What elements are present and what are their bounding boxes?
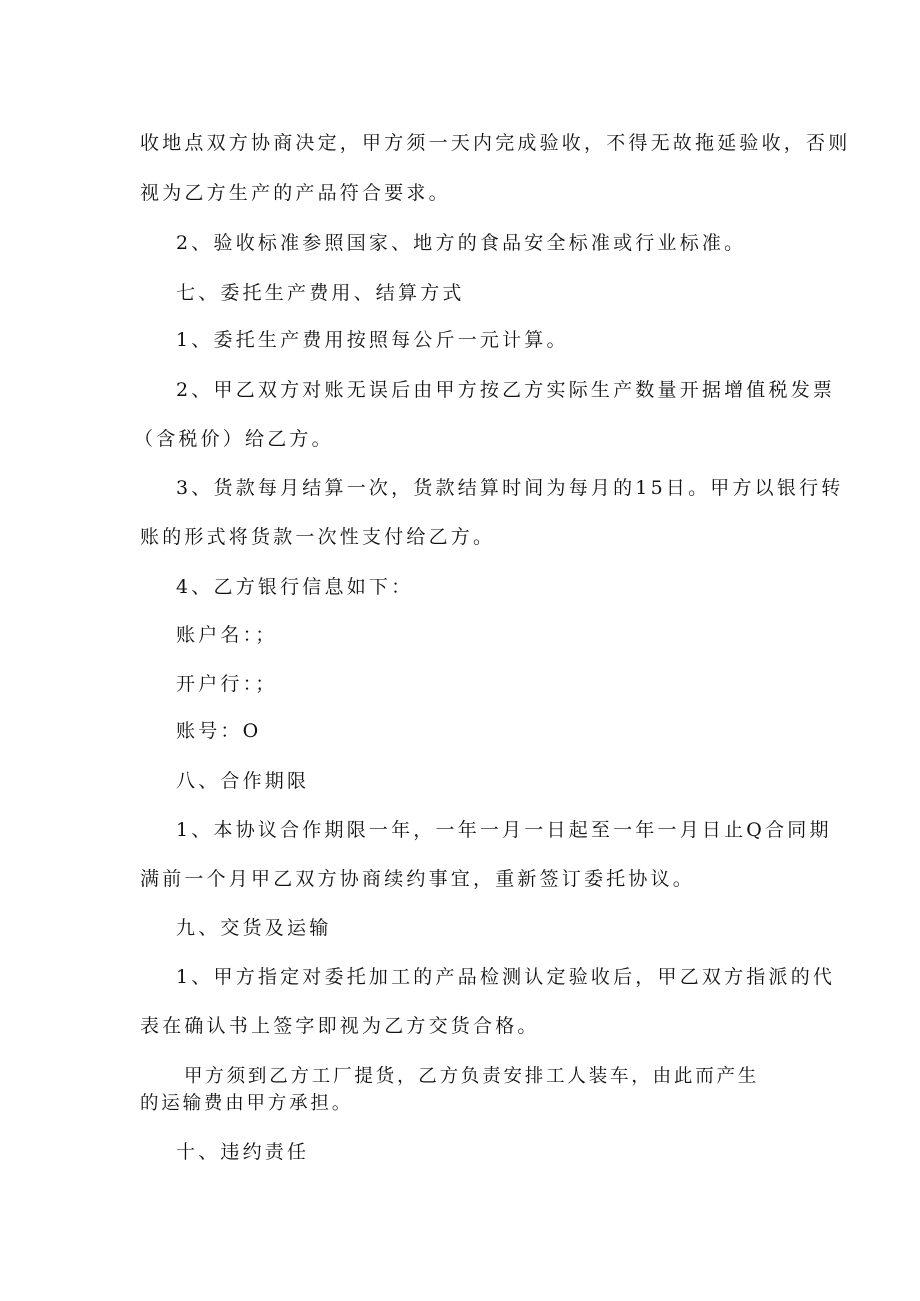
section-heading-cooperation-term: 八、合作期限 xyxy=(176,770,310,792)
text-line-bank-branch: 开户行：； xyxy=(176,673,278,695)
text-line-inspection-acceptance: 1、甲方指定对委托加工的产品检测认定验收后，甲乙双方指派的代 xyxy=(176,966,836,988)
text-line-renewal: 满前一个月甲乙双方协商续约事宜，重新签订委托协议。 xyxy=(140,868,696,890)
text-line-invoice: 2、甲乙双方对账无误后由甲方按乙方实际生产数量开据增值税发票 xyxy=(176,379,836,401)
text-line-account-number: 账号：O xyxy=(176,720,262,742)
text-line-acceptance-standard: 2、验收标准参照国家、地方的食品安全标准或行业标准。 xyxy=(176,232,747,254)
section-heading-fees-settlement: 七、委托生产费用、结算方式 xyxy=(176,282,465,304)
text-line-monthly-settlement: 3、货款每月结算一次，货款结算时间为每月的15日。甲方以银行转 xyxy=(176,477,844,499)
text-line-account-name: 账户名：； xyxy=(176,624,278,646)
text-line-term-one-year: 1、本协议合作期限一年，一年一月一日起至一年一月日止Q合同期 xyxy=(176,819,832,841)
section-heading-delivery-transport: 九、交货及运输 xyxy=(176,917,332,939)
text-line-pickup: 甲方须到乙方工厂提货，乙方负责安排工人装车，由此而产生 xyxy=(184,1066,760,1087)
text-line-acceptance-location: 收地点双方协商决定，甲方须一天内完成验收，不得无故拖延验收，否则 xyxy=(140,132,851,154)
section-heading-breach-liability: 十、违约责任 xyxy=(176,1141,310,1163)
text-line-tax-included: （含税价）给乙方。 xyxy=(134,428,334,450)
text-line-confirmation-signing: 表在确认书上签字即视为乙方交货合格。 xyxy=(140,1015,540,1037)
text-line-product-conforms: 视为乙方生产的产品符合要求。 xyxy=(140,182,451,204)
text-line-bank-info: 4、乙方银行信息如下： xyxy=(176,576,414,598)
text-line-bank-transfer: 账的形式将货款一次性支付给乙方。 xyxy=(140,526,496,548)
text-line-transport-cost: 的运输费由甲方承担。 xyxy=(140,1093,354,1114)
text-line-fee-rate: 1、委托生产费用按照每公斤一元计算。 xyxy=(176,329,569,351)
